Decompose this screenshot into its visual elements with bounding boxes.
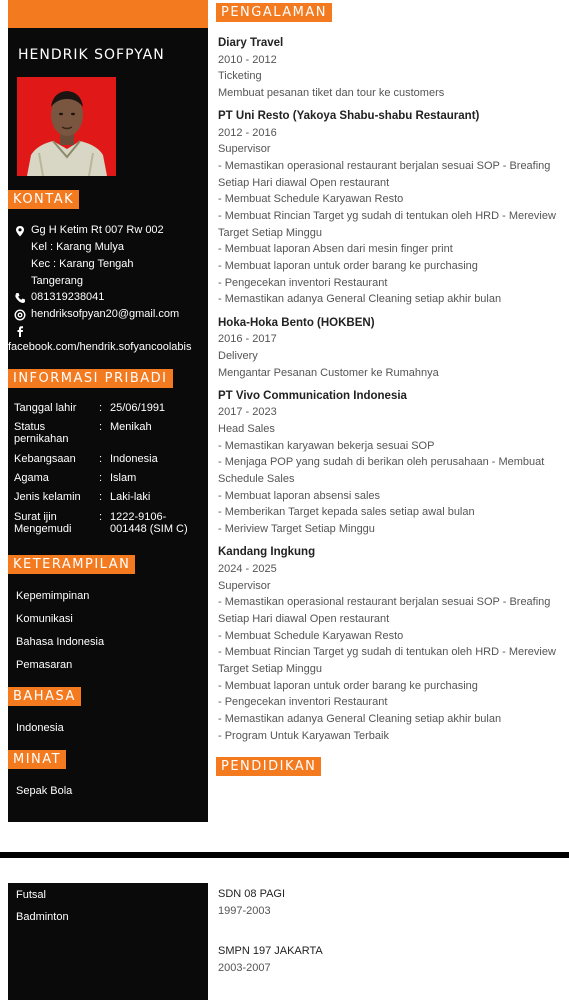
info-colon: :: [99, 511, 103, 523]
education-school: SDN 08 PAGI: [218, 888, 286, 900]
job-company: PT Uni Resto (Yakoya Shabu-shabu Restaurant): [218, 110, 480, 122]
info-colon: :: [99, 421, 103, 433]
info-value: Menikah: [110, 421, 152, 433]
skill-item: Komunikasi: [16, 613, 73, 625]
job-desc-line: - Membuat laporan Absen dari mesin finger print: [218, 243, 453, 255]
profile-photo: [17, 77, 116, 176]
section-informasi-pribadi: INFORMASI PRIBADI: [8, 369, 173, 388]
job-desc-line: - Membuat laporan absensi sales: [218, 490, 381, 502]
info-label: Agama: [14, 472, 49, 484]
location-icon: [14, 224, 26, 236]
section-pengalaman: PENGALAMAN: [216, 3, 332, 22]
job-company: Diary Travel: [218, 37, 284, 49]
info-value: Laki-laki: [110, 491, 151, 503]
job-desc-line: - Memastikan karyawan bekerja sesuai SOP: [218, 440, 435, 452]
facebook-icon: [14, 324, 26, 336]
interest-item: Futsal: [16, 889, 46, 901]
address-line-3: Kec : Karang Tengah: [31, 258, 134, 270]
job-role: Head Sales: [218, 423, 275, 435]
job-desc-line: - Menjaga POP yang sudah di berikan oleh perusahaan - Membuat: [218, 456, 545, 468]
page-divider: [0, 852, 569, 858]
section-minat: MINAT: [8, 750, 66, 769]
job-role: Supervisor: [218, 580, 271, 592]
info-value: Indonesia: [110, 453, 158, 465]
section-keterampilan: KETERAMPILAN: [8, 555, 135, 574]
job-period: 2016 - 2017: [218, 333, 277, 345]
job-period: 2017 - 2023: [218, 406, 277, 418]
education-period: 1997-2003: [218, 905, 271, 917]
section-kontak: KONTAK: [8, 190, 79, 209]
info-label: Tanggal lahir: [14, 402, 77, 414]
job-desc-line: - Pengecekan inventori Restaurant: [218, 696, 388, 708]
phone-number[interactable]: 081319238041: [31, 291, 105, 303]
interest-item: Badminton: [16, 911, 69, 923]
info-colon: :: [99, 402, 103, 414]
skill-item: Pemasaran: [16, 659, 73, 671]
info-label: Jenis kelamin: [14, 491, 81, 503]
job-desc-line: Setiap Hari diawal Open restaurant: [218, 177, 390, 189]
job-role: Ticketing: [218, 70, 262, 82]
job-company: Kandang Ingkung: [218, 546, 316, 558]
job-company: PT Vivo Communication Indonesia: [218, 390, 407, 402]
info-label: Kebangsaan: [14, 453, 76, 465]
language-item: Indonesia: [16, 722, 64, 734]
job-desc-line: - Program Untuk Karyawan Terbaik: [218, 730, 389, 742]
section-pendidikan: PENDIDIKAN: [216, 757, 321, 776]
skill-item: Bahasa Indonesia: [16, 636, 105, 648]
job-desc-line: Membuat pesanan tiket dan tour ke customers: [218, 87, 445, 99]
job-period: 2012 - 2016: [218, 127, 277, 139]
interest-item: Sepak Bola: [16, 785, 73, 797]
info-colon: :: [99, 453, 103, 465]
job-desc-line: - Memberikan Target kepada sales setiap awal bulan: [218, 506, 475, 518]
education-period: 2003-2007: [218, 962, 271, 974]
email-address[interactable]: hendriksofpyan20@gmail.com: [31, 308, 180, 320]
job-desc-line: Target Setiap Minggu: [218, 663, 322, 675]
address-line-1: Gg H Ketim Rt 007 Rw 002: [31, 224, 164, 236]
job-desc-line: - Membuat laporan untuk order barang ke purchasing: [218, 260, 478, 272]
address-line-4: Tangerang: [31, 275, 83, 287]
info-colon: :: [99, 491, 103, 503]
job-period: 2024 - 2025: [218, 563, 277, 575]
job-desc-line: Mengantar Pesanan Customer ke Rumahnya: [218, 367, 439, 379]
job-desc-line: Target Setiap Minggu: [218, 227, 322, 239]
job-role: Supervisor: [218, 143, 271, 155]
job-desc-line: - Membuat Rincian Target yg sudah di tentukan oleh HRD - Mereview: [218, 646, 556, 658]
education-school: SMPN 197 JAKARTA: [218, 945, 323, 957]
job-desc-line: - Membuat Schedule Karyawan Resto: [218, 193, 404, 205]
phone-icon: [14, 291, 26, 303]
info-colon: :: [99, 472, 103, 484]
info-value: 1222-9106-001448 (SIM C): [110, 511, 188, 535]
info-value: 25/06/1991: [110, 402, 166, 414]
job-period: 2010 - 2012: [218, 54, 277, 66]
job-desc-line: - Membuat Rincian Target yg sudah di tentukan oleh HRD - Mereview: [218, 210, 556, 222]
job-desc-line: Setiap Hari diawal Open restaurant: [218, 613, 390, 625]
job-desc-line: - Memastikan adanya General Cleaning setiap akhir bulan: [218, 713, 502, 725]
job-company: Hoka-Hoka Bento (HOKBEN): [218, 317, 375, 329]
job-desc-line: Schedule Sales: [218, 473, 295, 485]
skill-item: Kepemimpinan: [16, 590, 90, 602]
candidate-name: HENDRIK SOFPYAN: [18, 47, 165, 63]
at-icon: [14, 308, 26, 320]
facebook-url[interactable]: facebook.com/hendrik.sofyancoolabis: [8, 341, 192, 353]
address-line-2: Kel : Karang Mulya: [31, 241, 124, 253]
job-desc-line: - Meriview Target Setiap Minggu: [218, 523, 375, 535]
job-desc-line: - Memastikan adanya General Cleaning setiap akhir bulan: [218, 293, 502, 305]
job-desc-line: - Memastikan operasional restaurant berjalan sesuai SOP - Breafing: [218, 596, 551, 608]
section-bahasa: BAHASA: [8, 687, 81, 706]
job-desc-line: - Memastikan operasional restaurant berjalan sesuai SOP - Breafing: [218, 160, 551, 172]
job-desc-line: - Membuat laporan untuk order barang ke purchasing: [218, 680, 478, 692]
info-label: Surat ijin Mengemudi: [14, 511, 72, 535]
job-desc-line: - Membuat Schedule Karyawan Resto: [218, 630, 404, 642]
job-desc-line: - Pengecekan inventori Restaurant: [218, 277, 388, 289]
job-role: Delivery: [218, 350, 258, 362]
info-label: Status pernikahan: [14, 421, 69, 445]
info-value: Islam: [110, 472, 137, 484]
sidebar-top-strip: [8, 0, 208, 28]
